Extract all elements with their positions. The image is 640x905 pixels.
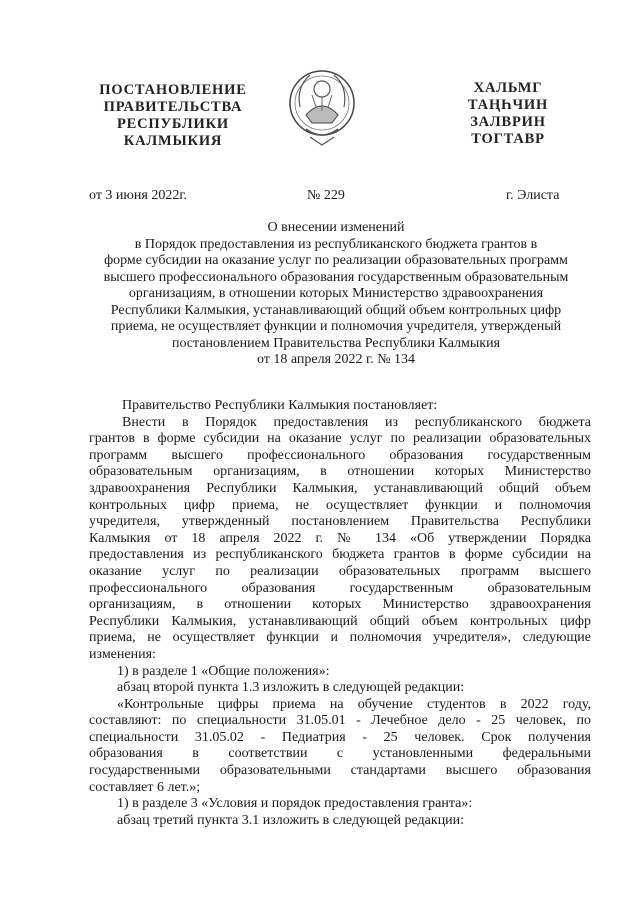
body-line: образовательным организациям, в отношении которых Министерство	[89, 464, 591, 480]
title-line: в Порядок предоставления из республиканского бюджета грантов в	[134, 236, 538, 252]
document-date: от 3 июня 2022г.	[89, 188, 187, 203]
issuer-name-kalmyk	[438, 80, 578, 148]
body-line: государственными образовательными стандартами высшего образования	[89, 763, 591, 779]
body-line: Калмыкия от 18 апреля 2022 г. № 134 «Об утверждении Порядка	[89, 530, 591, 546]
body-line: составляет 6 лет.»;	[89, 779, 201, 795]
body-line: программ высшего профессионального образования государственным	[89, 447, 591, 463]
body-line: составляют: по специальности 31.05.01 - Лечебное дело - 25 человек, по	[89, 713, 591, 729]
body-line: Внести в Порядок предоставления из республиканского бюджета	[122, 414, 591, 430]
title-line: О внесении изменений	[267, 220, 405, 235]
body-line: Республики Калмыкия, устанавливающий общий объем контрольных цифр	[89, 613, 591, 629]
body-line: организациям, в отношении которых Министерство здравоохранения	[89, 597, 591, 613]
issuer-line: ТАҢҺЧИН	[467, 97, 549, 113]
body-line: приема, не осуществляет функции и полномочия учредителя», следующие	[89, 630, 591, 646]
body-line: контрольных цифр приема, не осуществляет функции и полномочия	[89, 497, 591, 513]
document-number: № 229	[307, 188, 345, 203]
title-line: Республики Калмыкия, устанавливающий общий объем контрольных цифр	[110, 302, 562, 318]
body-line: 1) в разделе 3 «Условия и порядок предоставления гранта»:	[117, 796, 473, 812]
issuer-line: ПОСТАНОВЛЕНИЕ	[99, 82, 247, 98]
body-line: здравоохранения Республики Калмыкия, устанавливающий общий объем	[89, 480, 591, 496]
body-line: оказание услуг по реализации образовательных программ высшего	[89, 563, 591, 579]
title-line: постановлением Правительства Республики Калмыкия	[171, 335, 501, 351]
title-line: от 18 апреля 2022 г. № 134	[256, 352, 416, 367]
body-line: предоставления из республиканского бюджета грантов в форме субсидии на	[89, 547, 591, 563]
body-line: изменения:	[89, 646, 156, 662]
body-line: образования в соответствии с установленными федеральными	[89, 746, 591, 762]
title-line: высшего профессионального образования государственным образовательным	[103, 269, 569, 285]
title-line: организациям, в отношении которых Министерство здравоохранения	[128, 286, 544, 301]
issuer-line: ЗАЛВРИН	[470, 114, 546, 130]
issuer-line: ХАЛЬМГ	[473, 80, 543, 96]
issuer-line: ПРАВИТЕЛЬСТВА	[103, 99, 243, 115]
title-line: форме субсидии на оказание услуг по реализации образовательных программ	[104, 253, 568, 268]
coat-of-arms-icon	[286, 67, 358, 147]
body-line: Правительство Республики Калмыкия постановляет:	[122, 398, 438, 413]
issuer-line: РЕСПУБЛИКИ	[116, 116, 230, 132]
document-body	[89, 398, 591, 829]
issuer-line: КАЛМЫКИЯ	[123, 133, 223, 149]
issuer-name-russian	[78, 82, 268, 150]
body-line: абзац второй пункта 1.3 изложить в следующей редакции:	[117, 680, 465, 696]
document-city: г. Элиста	[506, 188, 560, 203]
body-line: грантов в форме субсидии на оказание услуг по реализации образовательных	[89, 431, 591, 447]
body-line: профессионального образования государственным образовательным	[89, 580, 591, 596]
body-line: 1) в разделе 1 «Общие положения»:	[117, 663, 330, 679]
body-line: абзац третий пункта 3.1 изложить в следующей редакции:	[117, 812, 465, 828]
body-line: специальности 31.05.02 - Педиатрия - 25 человек. Срок получения	[89, 729, 591, 745]
issuer-line: ТОГТАВР	[471, 131, 545, 147]
title-line: приема, не осуществляет функции и полномочия учредителя, утвержденый	[110, 319, 562, 334]
body-line: «Контрольные цифры приема на обучение студентов в 2022 году,	[117, 696, 591, 712]
body-line: учредителя, утвержденный постановлением Правительства Республики	[89, 514, 591, 530]
document-title	[86, 220, 586, 369]
